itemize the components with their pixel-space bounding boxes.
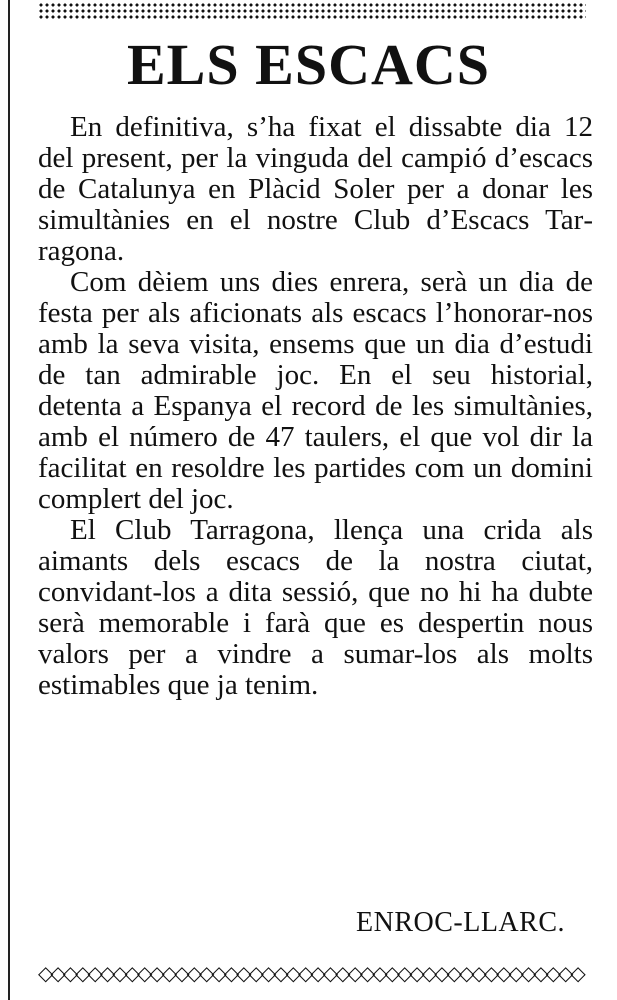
article-title: ELS ESCACS	[127, 32, 490, 97]
article-paragraph-2: Com dèiem uns dies enrera, serà un dia de festa per als aficionats als escacs l’honorar-nos amb la seva visita, ensems que un dia d’estudi de tan admirable joc. En el seu historial, detenta a Espanya el record de les simultànies, amb el número de 47 taulers, el que vol dir la facilitat en resoldre les partides com un domini complert del joc.	[38, 266, 593, 515]
article-signature: ENROC-LLARC.	[356, 907, 565, 938]
bottom-decorative-border: ◇◇◇◇◇◇◇◇◇◇◇◇◇◇◇◇◇◇◇◇◇◇◇◇◇◇◇◇◇◇◇◇◇◇◇◇◇◇◇◇◇◇◇◇	[38, 962, 583, 984]
article-paragraph-1: En definitiva, s’ha fixat el dissabte dia 12 del present, per la vinguda del campió d’escacs de Catalunya en Plàcid Soler per a donar les simultànies en el nostre Club d’Escacs Tarragona.	[38, 111, 593, 267]
article-paragraph-3: El Club Tarragona, llença una crida als aimants dels escacs de la nostra ciutat, convidant-los a dita sessió, que no hi ha dubte serà memorable i farà que es despertin nous valors per a vindre a sumar-los als molts estimables que ja tenim.	[38, 514, 593, 701]
top-decorative-border	[38, 2, 586, 20]
article-body	[38, 112, 593, 701]
left-column-rule	[8, 0, 10, 1000]
